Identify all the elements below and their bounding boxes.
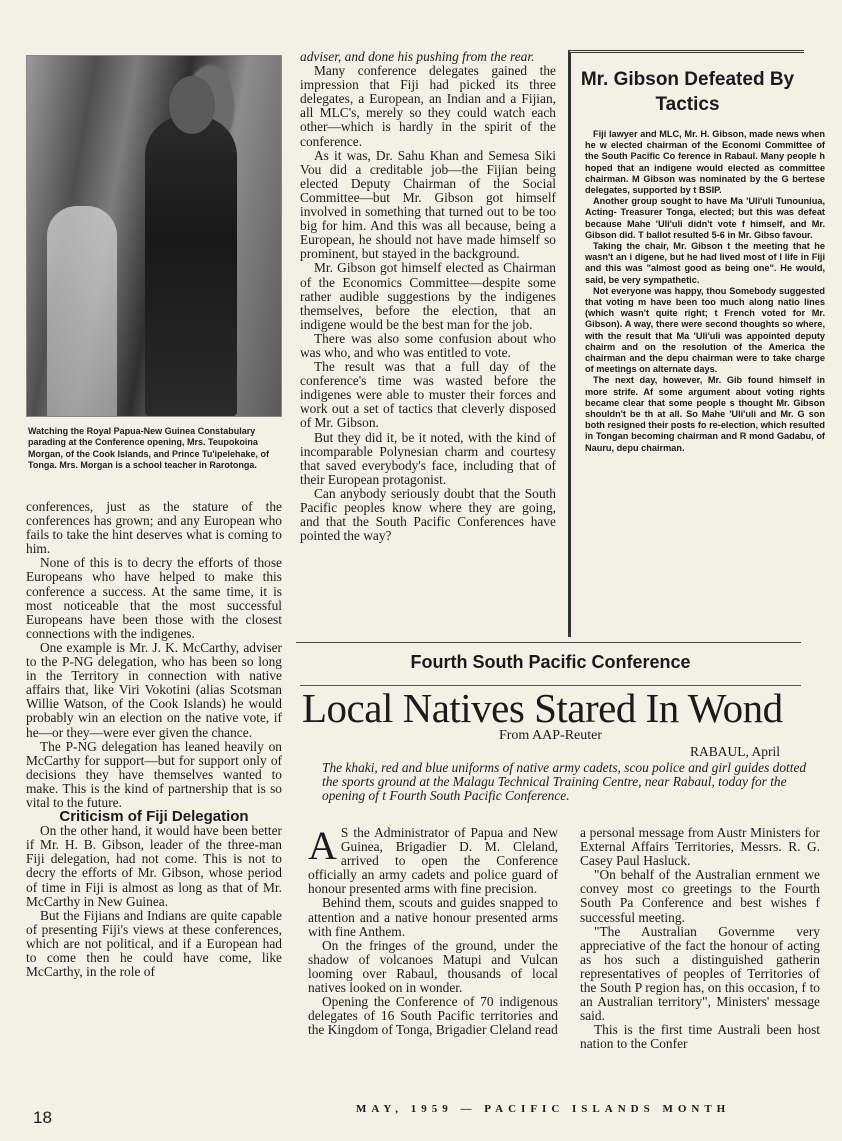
paragraph: a personal message from Austr Ministers for External Affairs Territories, Messrs. R. G. Casey Paul Hasluck. [580,825,820,869]
paragraph: adviser, and done his pushing from the rear. [300,49,535,64]
paragraph: None of this is to decry the efforts of those Europeans who have helped to make this conference a success. At the same time, it is most noticeable that the most successful Europeans have been those with the closest connections with the indigenes. [26,555,282,641]
paragraph-text: S the Administrator of Papua and New Guinea, Brigadier D. M. Cleland, arrived to open the Conference officially an army cadets and police guard of honour presented arms with fine precision. [308,825,558,897]
paragraph: But the Fijians and Indians are quite capable of presenting Fiji's views at these conferences, which are not political, and if a European had to come then he could have come, like McCarthy, in the role of [26,907,282,980]
paragraph: Taking the chair, Mr. Gibson t the meeting that he wasn't an i digene, but he had lived most of l life in Fiji and this was "almost good as being one". He would, said, be very sympathetic. [585,241,825,285]
paragraph: Not everyone was happy, thou Somebody suggested that voting m have been too much along natio lines (which wasn't quite right; t French voted for Mr. Gibson). A way, there were second thoughts so where, with the result that Ma 'Uli'uli was appointed deputy chairm and on the resolution of the America the chairman and the depu chairman were to take charge of meetings on alternate days. [585,285,825,375]
dateline: RABAUL, April [689,744,780,759]
paragraph: The result was that a full day of the conference's time was wasted before the indigenes were able to muster their forces and work out a set of tactics that cleverly disposed of Mr. Gibson. [300,359,556,431]
paragraph: On the fringes of the ground, under the shadow of volcanoes Matupi and Vulcan looming over Rabaul, thousands of local natives looked on in wonder. [308,937,558,996]
column-b [300,50,556,543]
page-number: 18 [33,1108,52,1127]
column-c [308,823,558,1038]
divider [296,642,801,643]
paragraph: The P-NG delegation has leaned heavily on McCarthy for support—but for support only of decisions they have themselves wanted to make. This is the kind of partnership that is so vital to the future. [26,738,282,810]
paragraph: "On behalf of the Australian ernment we convey most co greetings to the Fourth South Pa Conference and best wishes f successful meeting. [580,867,820,925]
masthead-footer: MAY, 1959 — PACIFIC ISLANDS MONTH [356,1103,731,1115]
paragraph: The next day, however, Mr. Gib found himself in more strife. Af some argument about voting rights became clear that some people s thought Mr. Gibson shouldn't be th at all. So Mahe 'Uli'uli and Mr. G son both resigned their posts fo re-election, which resulted in Tongan becoming chairman and R mond Gadabu, of Nauru, depu chairman. [585,375,825,453]
sidebar-box [568,50,825,637]
paragraph: There was also some confusion about who was who, and who was entitled to vote. [300,330,556,360]
paragraph: Fiji lawyer and MLC, Mr. H. Gibson, made news when he w elected chairman of the Economi Committee of the South Pacific Co ference in Rabaul. Many people h hoped that an indigene would elected as committee chairman. M Gibson was nominated by the G bertese delegates, supported by t BSIP. [585,129,825,196]
column-d [580,825,820,1052]
photo-figure-prince [145,116,237,416]
paragraph: Many conference delegates gained the impression that Fiji had picked its three delegates, a European, an Indian and a Fijian, all MLC's, merely so they could watch each other—which is hardly in the spirit of the conference. [300,63,556,149]
photo-figure-head [169,76,215,134]
paragraph: conferences, just as the stature of the conferences has grown; and any European who fails to take the hint deserves what is coming to him. [26,499,282,557]
paragraph: Opening the Conference of 70 indigenous delegates of 16 South Pacific territories and the Kingdom of Tonga, Brigadier Cleland read [308,994,558,1038]
paragraph: "The Australian Governme very appreciative of the fact the honour of acting as hos such a distinguished gatherin representatives of peoples of Territories of the South P region has, on this occasion, f to an Australian territory", Ministers' message said. [580,923,820,1024]
sidebar-body [571,129,825,454]
photo-caption: Watching the Royal Papua-New Guinea Constabulary parading at the Conference opening, Mrs. Teupokoina Morgan, of the Cook Islands, and Prince Tu'ipelehake, of Tonga. Mrs. Morgan is a school teacher in Rarotonga. [28,426,270,470]
paragraph: One example is Mr. J. K. McCarthy, adviser to the P-NG delegation, who has been so long in the Territory in connection with native affairs that, like Viri Vokotini (alias Scotsman Willie Watson, of the Cook Islands) he would probably win an election on the native vote, if he—or they—were ever given the chance. [26,639,282,740]
paragraph: On the other hand, it would have been better if Mr. H. B. Gibson, leader of the three-man Fiji delegation, had not come. This is not to decry the efforts of Mr. Gibson, whose period of time in Fiji is almost as long as that of Mr. McCarthy in New Guinea. [26,823,282,909]
photo-figure-woman [47,206,117,416]
paragraph: As it was, Dr. Sahu Khan and Semesa Siki Vou did a creditable job—the Fijian being elected Deputy Chairman of the Social Committee—but Mr. Gibson got himself involved in something that turned out to be too big for him. And this was all because, being a European, he should not have made himself so prominent, but stayed in the background. [300,147,556,262]
sidebar-title: Mr. Gibson Defeated By Tactics [580,69,795,115]
paragraph: But they did it, be it noted, with the kind of incomparable Polynesian charm and courtesy that saved everybody's face, including that of their European protagonist. [300,429,556,487]
kicker: Fourth South Pacific Conference [410,652,691,672]
paragraph: Another group sought to have Ma 'Uli'uli Tunouniua, Acting- Treasurer Tonga, elected; but this was defeat because Mahe 'Uli'uli didn't vote f himself, and Mr. Gibson did. T ballot resulted 5-6 in Mr. Gibso favour. [585,196,825,240]
lede: The khaki, red and blue uniforms of native army cadets, scou police and girl guides dotted the sports ground at the Malagu Technical Training Centre, near Rabaul, today for the opening of t Fourth South Pacific Conference. [322,760,807,803]
paragraph: This is the first time Australi been host nation to the Confer [580,1022,820,1052]
section-heading: Criticism of Fiji Delegation [59,808,249,826]
paragraph: Can anybody seriously doubt that the South Pacific peoples know where they are going, and that the South Pacific Conferences have pointed the way? [300,485,556,544]
paragraph: Mr. Gibson got himself elected as Chairman of the Economics Committee—despite some rather audible suggestions by the indigenes themselves, before the election, that an indigene would be the best man for the job. [300,260,556,332]
byline: From AAP-Reuter [498,728,603,743]
column-a [26,500,282,979]
paragraph: Behind them, scouts and guides snapped to attention and a native honour presented arms with fine Anthem. [308,895,558,939]
drop-cap: A [308,823,337,868]
paragraph [308,823,558,897]
conference-photo [26,55,282,417]
headline: Local Natives Stared In Wond [302,685,783,731]
